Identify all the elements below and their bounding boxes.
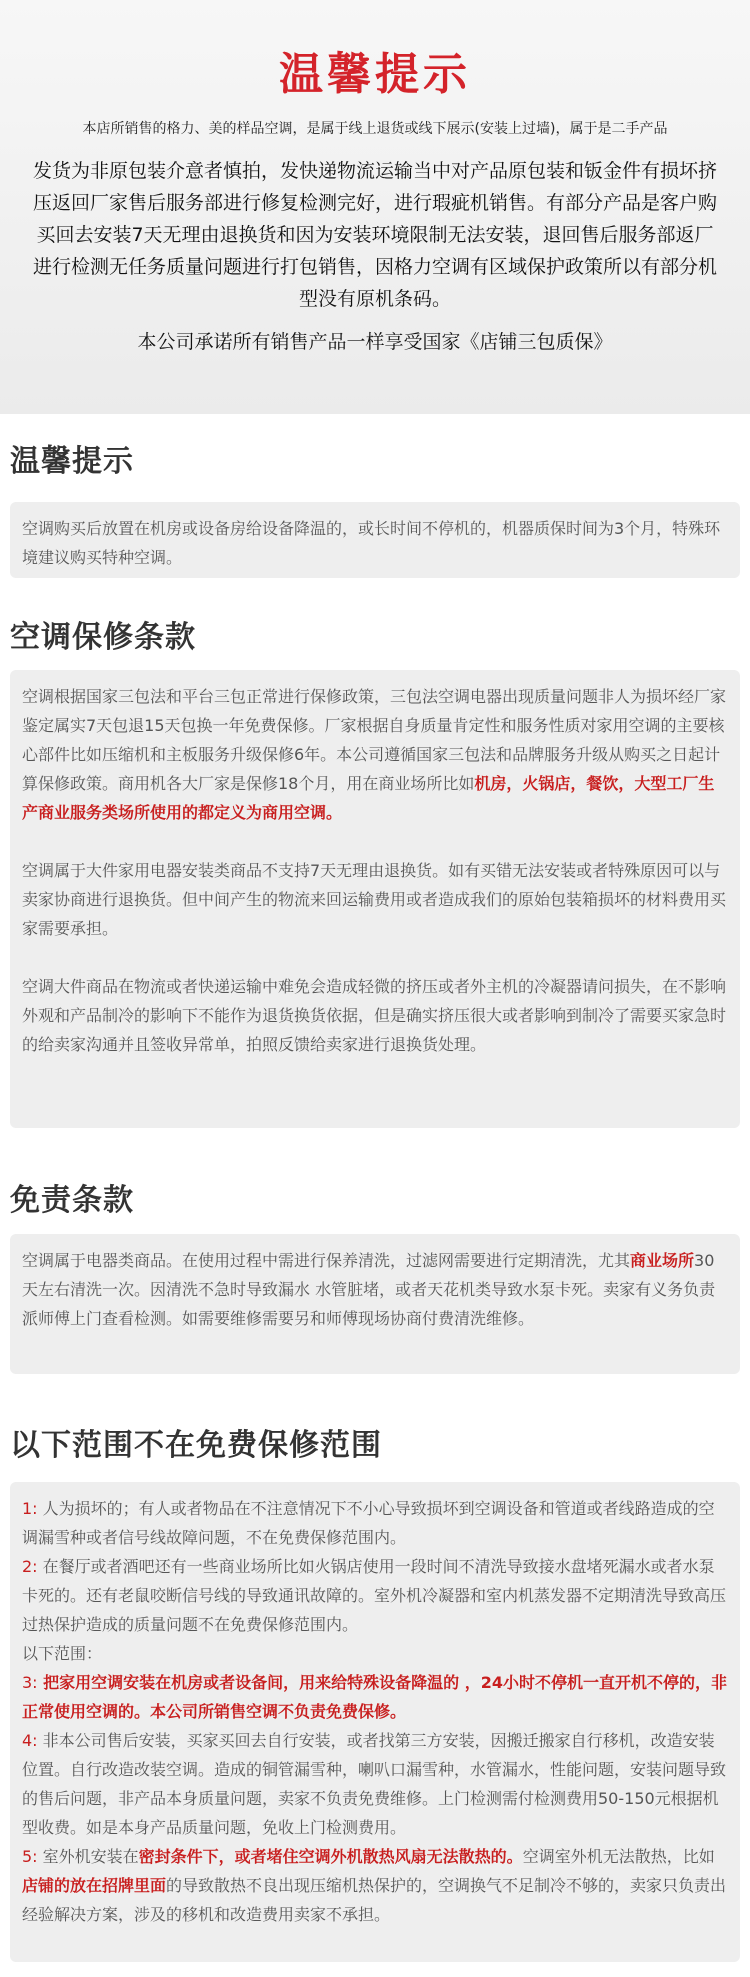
disclaimer-text-c: 30天左右清洗一次。因清洗不急时导致漏水 水管脏堵，或者天花机类导致水泵卡死。卖家有义务负责派师傅上门查看检测。如需要维修需要另和师傅现场协商付费清洗维修。 (22, 1251, 716, 1328)
exclusion-5-text-e: 的导致散热不良出现压缩机热保护的，空调换气不足制冷不够的，卖家只负责出经验解决方案，涉及的移机和改造费用卖家不承担。 (22, 1876, 727, 1924)
tips-box (10, 502, 740, 578)
exclusion-2-text: 在餐厅或者酒吧还有一些商业场所比如火锅店使用一段时间不清洗导致接水盘堵死漏水或者水泵卡死的。还有老鼠咬断信号线的导致通讯故障的。室外机冷凝器和室内机蒸发器不定期清洗导致高压过热保护造成的质量问题不在免费保修范围内。 (22, 1557, 727, 1634)
exclusion-range-label: 以下范围： (22, 1644, 103, 1663)
banner-promise: 本公司承诺所有销售产品一样享受国家《店铺三包质保》 (137, 331, 613, 353)
warranty-paragraph-2: 空调属于大件家用电器安装类商品不支持7天无理由退换货。如有买错无法安装或者特殊原因可以与卖家协商进行退换货。但中间产生的物流来回运输费用或者造成我们的原始包装箱损坏的材料费用买家需要承担。 (22, 861, 727, 938)
exclusion-item-1 (22, 1494, 728, 1552)
warranty-p1-text: 空调根据国家三包法和平台三包正常进行保修政策，三包法空调电器出现质量问题非人为损坏经厂家鉴定属实7天包退15天包换一年免费保修。厂家根据自身质量肯定性和服务性质对家用空调的主要核心部件比如压缩机和主板服务升级保修6年。本公司遵循国家三包法和品牌服务升级从购买之日起计算保修政策。商用机各大厂家是保修18个月，用在商业场所比如 (22, 687, 727, 793)
exclusion-5-highlight-a: 密封条件下，或者堵住空调外机散热风扇无法散热的。 (138, 1847, 523, 1866)
exclusion-4-text: 非本公司售后安装，买家买回去自行安装，或者找第三方安装，因搬迁搬家自行移机，改造安装位置。自行改造改装空调。造成的铜管漏雪种，喇叭口漏雪种，水管漏水，性能问题，安装问题导致的售后问题，非产品本身质量问题，卖家不负责免费维修。上门检测需付检测费用50-150元根据机型收费。如是本身产品质量问题，免收上门检测费用。 (22, 1731, 727, 1837)
exclusion-3-number: 3: (22, 1673, 38, 1692)
exclusion-item-5 (22, 1842, 728, 1929)
top-banner (0, 0, 750, 414)
warranty-box (10, 670, 740, 1128)
disclaimer-title: 免责条款 (10, 1183, 134, 1218)
disclaimer-text (22, 1246, 728, 1333)
exclusion-item-2 (22, 1552, 728, 1639)
exclusion-item-4 (22, 1726, 728, 1842)
banner-title: 温馨提示 (279, 49, 471, 100)
exclusion-1-number: 1: (22, 1499, 38, 1518)
exclusions-box (10, 1482, 740, 1962)
exclusion-5-text-c: 空调室外机无法散热，比如 (522, 1847, 715, 1866)
exclusions-title: 以下范围不在免费保修范围 (10, 1428, 382, 1463)
warranty-title: 空调保修条款 (10, 620, 196, 655)
warranty-paragraph-1 (22, 682, 728, 827)
warranty-paragraph-3: 空调大件商品在物流或者快递运输中难免会造成轻微的挤压或者外主机的冷凝器请问损失，在不影响外观和产品制冷的影响下不能作为退货换货依据，但是确实挤压很大或者影响到制冷了需要买家急时的给卖家沟通并且签收异常单，拍照反馈给卖家进行退换货处理。 (22, 977, 727, 1054)
disclaimer-box (10, 1234, 740, 1374)
exclusion-2-number: 2: (22, 1557, 38, 1576)
disclaimer-highlight: 商业场所 (630, 1251, 695, 1270)
banner-note: 本店所销售的格力、美的样品空调，是属于线上退货或线下展示(安装上过墙)，属于是二手产品 (82, 121, 668, 137)
exclusion-1-text: 人为损坏的；有人或者物品在不注意情况下不小心导致损坏到空调设备和管道或者线路造成的空调漏雪种或者信号线故障问题，不在免费保修范围内。 (22, 1499, 715, 1547)
warranty-p1-highlight: 机房，火锅店，餐饮，大型工厂生产商业服务类场所使用的都定义为商用空调。 (22, 774, 715, 822)
exclusion-5-highlight-b: 店铺的放在招牌里面 (22, 1876, 167, 1895)
exclusion-3-text: 把家用空调安装在机房或者设备间，用来给特殊设备降温的 ，24小时不停机一直开机不停的，非正常使用空调的。本公司所销售空调不负责免费保修。 (22, 1673, 727, 1721)
exclusion-5-number: 5: (22, 1847, 38, 1866)
exclusion-item-3 (22, 1668, 728, 1726)
banner-body: 发货为非原包装介意者慎拍，发快递物流运输当中对产品原包装和钣金件有损坏挤压返回厂家售后服务部进行修复检测完好，进行瑕疵机销售。有部分产品是客户购买回去安装7天无理由退换货和因为安装环境限制无法安装，退回售后服务部返厂进行检测无任务质量问题进行打包销售，因格力空调有区域保护政策所以有部分机型没有原机条码。 (32, 160, 717, 310)
exclusion-5-text-a: 室外机安装在 (37, 1847, 139, 1866)
tips-text: 空调购买后放置在机房或设备房给设备降温的，或长时间不停机的，机器质保时间为3个月，特殊环境建议购买特种空调。 (22, 519, 721, 567)
exclusion-4-number: 4: (22, 1731, 38, 1750)
tips-title: 温馨提示 (10, 444, 134, 479)
disclaimer-text-a: 空调属于电器类商品。在使用过程中需进行保养清洗，过滤网需要进行定期清洗，尤其 (22, 1251, 631, 1270)
